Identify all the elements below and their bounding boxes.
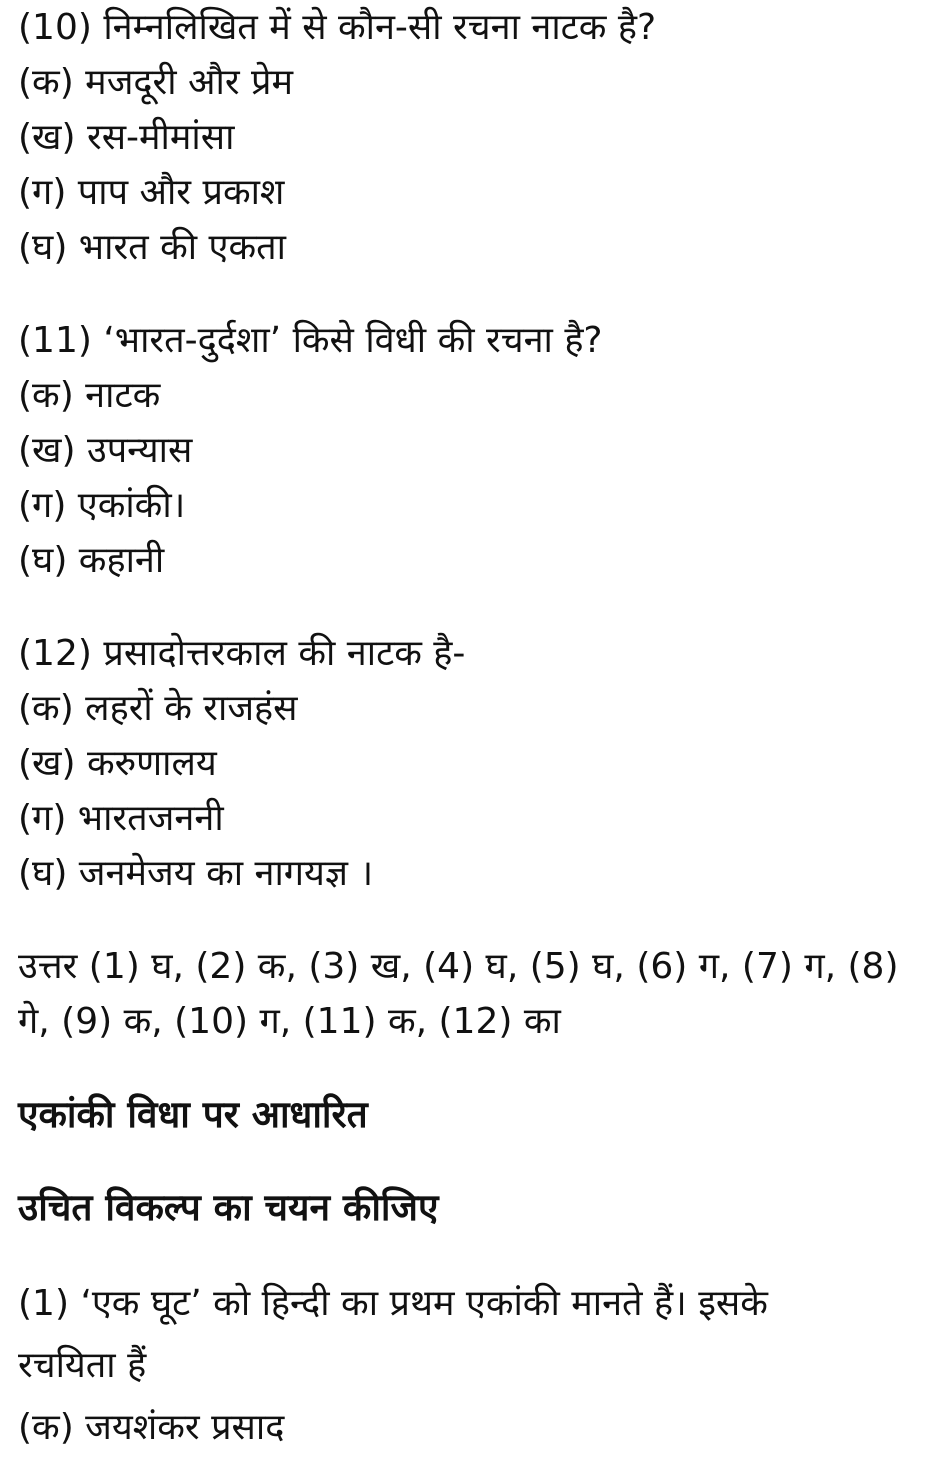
option-kha: (ख) करुणालय [18, 743, 217, 784]
question-text-line-2: रचयिता हैं [18, 1345, 147, 1386]
question-text: (12) प्रसादोत्तरकाल की नाटक है- [18, 633, 466, 674]
answer-line-2: गे, (9) क, (10) ग, (11) क, (12) का [18, 1001, 561, 1042]
question-10 [18, 0, 933, 275]
question-text-line-1: (1) ‘एक घूट’ को हिन्दी का प्रथम एकांकी मानते हैं। इसके [18, 1283, 768, 1324]
question-text: (11) ‘भारत-दुर्दशा’ किसे विधी की रचना है? [18, 320, 603, 361]
question-1 [18, 1273, 933, 1459]
option-kha: (ख) उपन्यास [18, 430, 193, 471]
question-text: (10) निम्नलिखित में से कौन-सी रचना नाटक है? [18, 7, 657, 48]
document-page [18, 0, 933, 1459]
answer-key [18, 939, 933, 1049]
option-gha: (घ) भारत की एकता [18, 227, 286, 268]
option-kha: (ख) रस-मीमांसा [18, 117, 235, 158]
section-heading: एकांकी विधा पर आधारित [18, 1093, 368, 1136]
option-ka: (क) लहरों के राजहंस [18, 688, 298, 729]
option-gha: (घ) जनमेजय का नागयज्ञ । [18, 853, 374, 894]
answer-line-1: उत्तर (1) घ, (2) क, (3) ख, (4) घ, (5) घ, (6) ग, (7) ग, (8) [18, 946, 899, 987]
option-ga: (ग) भारतजननी [18, 798, 224, 839]
option-ga: (ग) पाप और प्रकाश [18, 172, 285, 213]
question-11 [18, 313, 933, 588]
question-12 [18, 626, 933, 901]
option-ka: (क) जयशंकर प्रसाद [18, 1407, 285, 1448]
option-ka: (क) मजदूरी और प्रेम [18, 62, 294, 103]
option-ka: (क) नाटक [18, 375, 161, 416]
option-ga: (ग) एकांकी। [18, 485, 186, 526]
option-gha: (घ) कहानी [18, 540, 165, 581]
section-subheading: उचित विकल्प का चयन कीजिए [18, 1186, 439, 1229]
